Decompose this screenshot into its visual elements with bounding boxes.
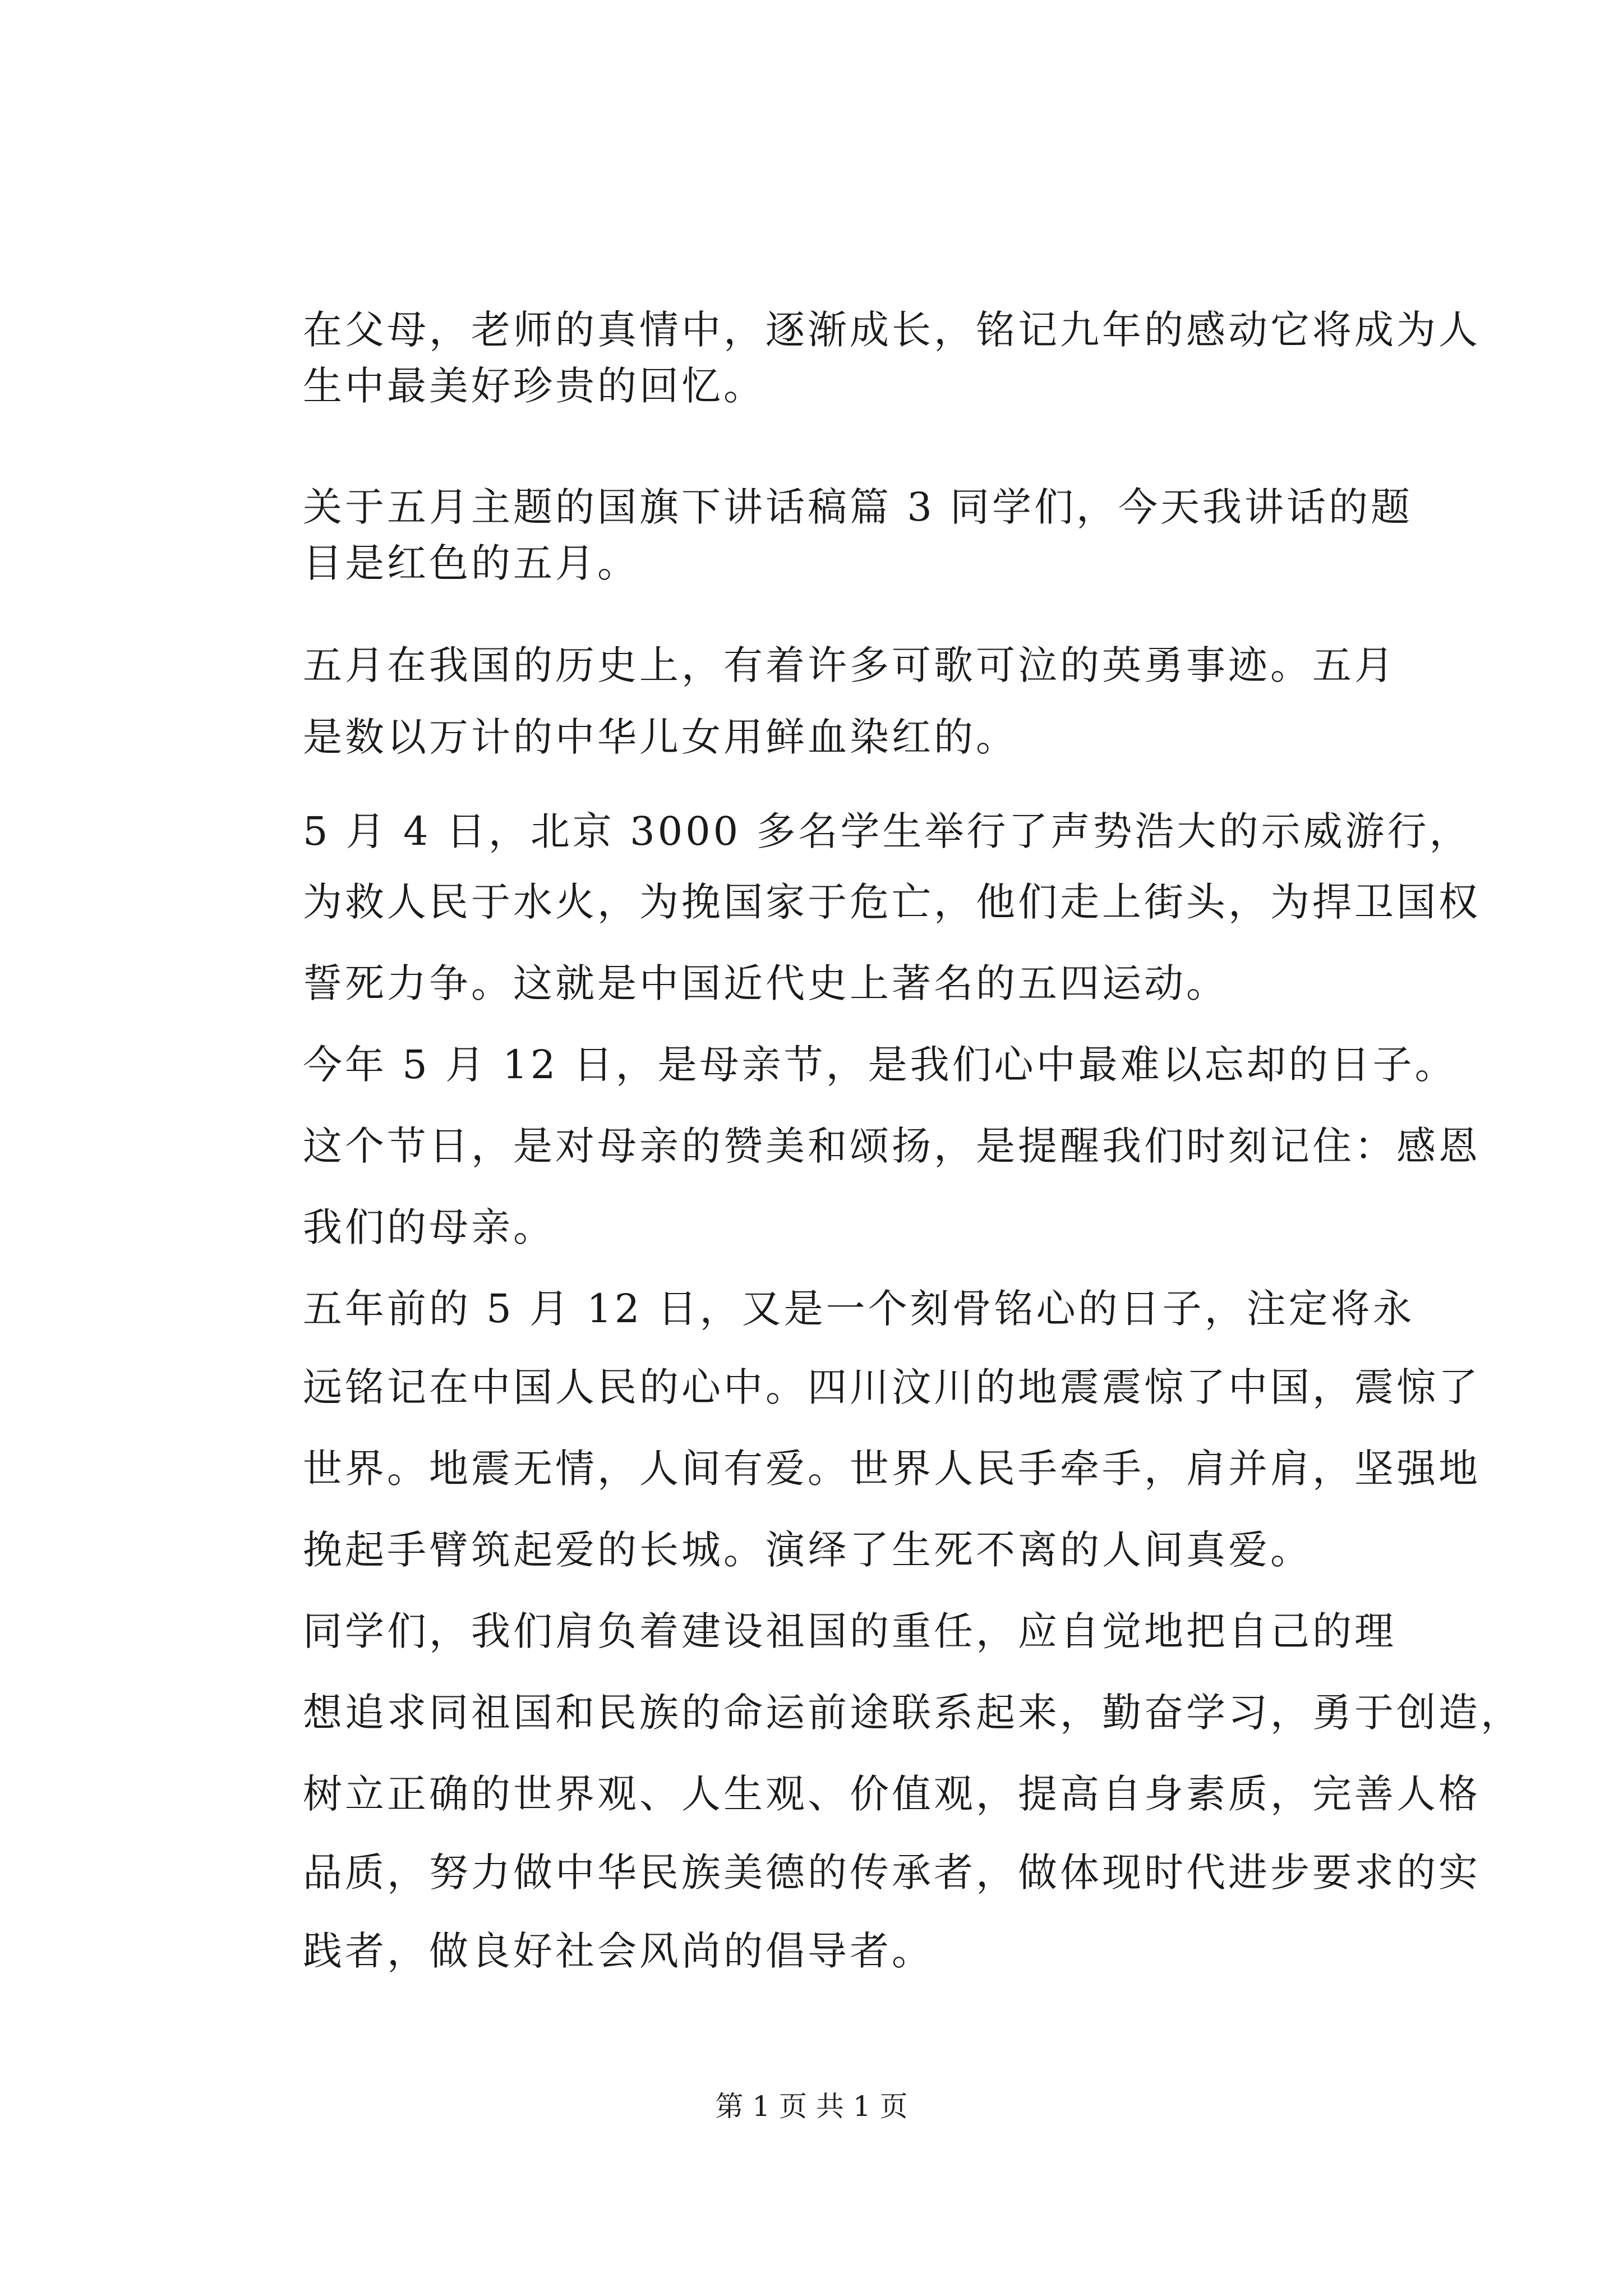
- text-line: 在父母，老师的真情中，逐渐成长，铭记九年的感动它将成为人: [303, 307, 1481, 353]
- text-line: 关于五月主题的国旗下讲话稿篇 3 同学们，今天我讲话的题: [303, 484, 1413, 530]
- text-line: 同学们，我们肩负着建设祖国的重任，应自觉地把自己的理: [303, 1608, 1396, 1654]
- text-line: 为救人民于水火，为挽国家于危亡，他们走上街头，为捍卫国权: [303, 879, 1481, 925]
- text-line: 我们的母亲。: [303, 1204, 555, 1250]
- page-footer: 第 1 页 共 1 页: [715, 2090, 908, 2123]
- text-line: 生中最美好珍贵的回忆。: [303, 363, 766, 409]
- text-line: 誓死力争。这就是中国近代史上著名的五四运动。: [303, 960, 1228, 1006]
- text-line: 品质，努力做中华民族美德的传承者，做体现时代进步要求的实: [303, 1849, 1481, 1895]
- text-line: 五年前的 5 月 12 日，又是一个刻骨铭心的日子，注定将永: [303, 1286, 1415, 1332]
- text-line: 今年 5 月 12 日，是母亲节，是我们心中最难以忘却的日子。: [303, 1042, 1457, 1088]
- text-line: 世界。地震无情，人间有爱。世界人民手牵手，肩并肩，坚强地: [303, 1446, 1481, 1492]
- text-line: 挽起手臂筑起爱的长城。演绎了生死不离的人间真爱。: [303, 1527, 1312, 1573]
- text-line: 远铭记在中国人民的心中。四川汶川的地震震惊了中国，震惊了: [303, 1364, 1481, 1410]
- text-line: 5 月 4 日，北京 3000 多名学生举行了声势浩大的示威游行，: [303, 808, 1472, 854]
- text-line: 这个节日，是对母亲的赞美和颂扬，是提醒我们时刻记住：感恩: [303, 1123, 1481, 1169]
- text-line: 树立正确的世界观、人生观、价值观，提高自身素质，完善人格: [303, 1771, 1481, 1817]
- text-line: 五月在我国的历史上，有着许多可歌可泣的英勇事迹。五月: [303, 642, 1396, 688]
- text-line: 目是红色的五月。: [303, 540, 639, 586]
- text-line: 践者，做良好社会风尚的倡导者。: [303, 1928, 934, 1974]
- text-line: 想追求同祖国和民族的命运前途联系起来，勤奋学习，勇于创造，: [303, 1690, 1523, 1736]
- text-line: 是数以万计的中华儿女用鲜血染红的。: [303, 714, 1018, 760]
